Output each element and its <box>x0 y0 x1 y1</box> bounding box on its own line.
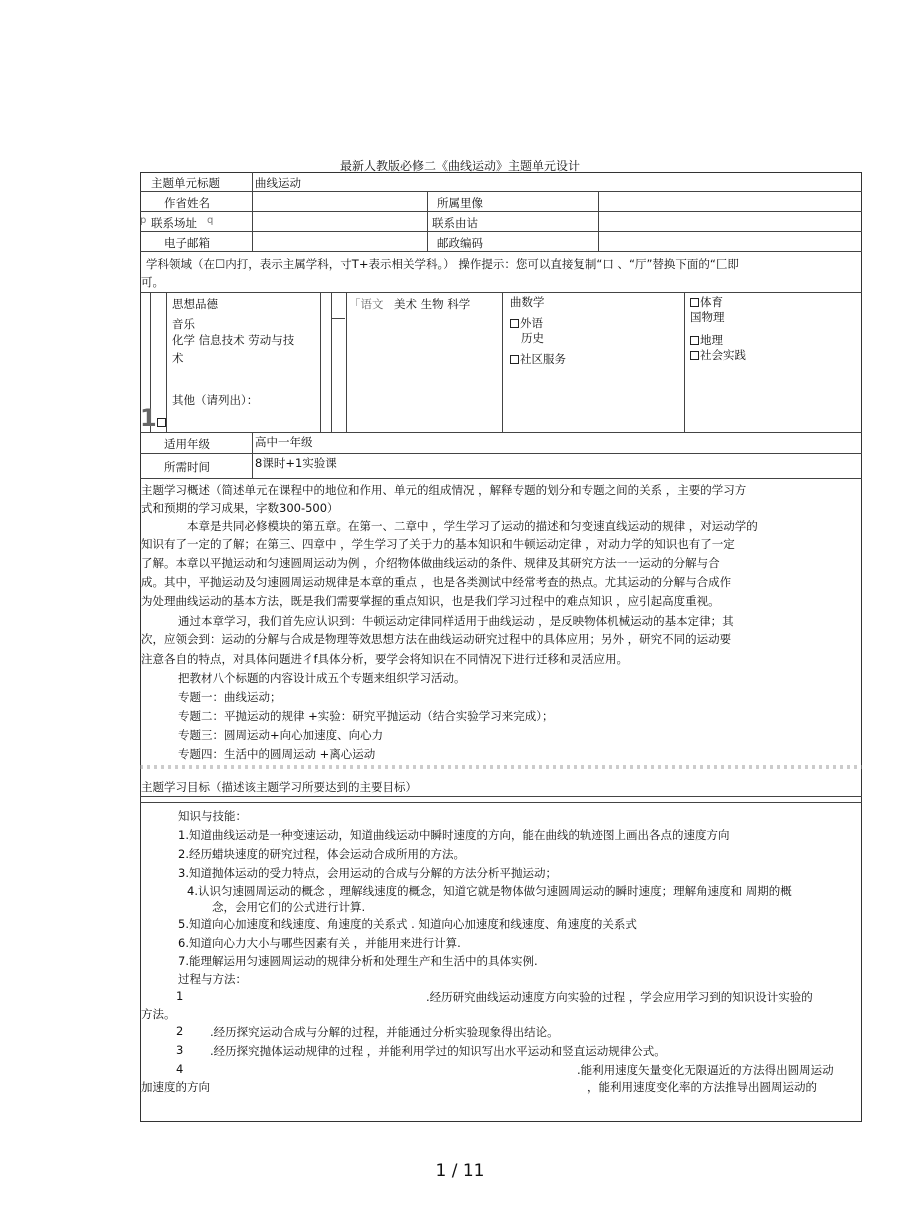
subject-hint: 学科领域（在☐内打，表示主属学科，寸T+表示相关学科。） 操作提示：您可以直接复制“口 、“厅”替换下面的“匚即 <box>146 257 739 271</box>
subject-community <box>510 351 566 367</box>
row-divider <box>140 453 862 454</box>
col-divider <box>502 292 503 432</box>
checkbox-icon <box>690 351 699 360</box>
goals-line: 3.知道抛体运动的受力特点，会用运动的合成与分解的方法分析平抛运动； <box>178 866 557 880</box>
subject-history: 历史 <box>521 331 544 345</box>
stray-one: 1 <box>140 404 157 432</box>
checkbox-icon <box>510 319 519 328</box>
goals-line: 7.能理解运用匀速圆周运动的规律分析和处理生产和生活中的具体实例. <box>178 954 538 968</box>
page-number: 1 / 11 <box>435 1161 485 1181</box>
postcode-label: 邮政编码 <box>437 236 483 250</box>
col-divider <box>320 292 321 432</box>
subject-chem-it: 化学 信息技术 劳动与技 <box>172 333 295 347</box>
time-label: 所需时间 <box>164 460 210 474</box>
right-mark: q <box>207 215 214 226</box>
col-divider <box>252 432 253 478</box>
goals-heading: 主题学习目标（描述该主题学习所要达到的主要目标） <box>141 780 417 794</box>
subject-math: 曲数学 <box>510 295 545 309</box>
overview-heading-cont: 式和预期的学习成果，字数300-500） <box>141 501 339 515</box>
goals-line: 4.认识匀速圆周运动的概念 ，理解线速度的概念，知道它就是物体做匀速圆周运动的瞬时速度；理解角速度和 周期的概 <box>187 884 792 898</box>
subject-geography-label: 地理 <box>700 333 723 347</box>
checkbox-icon <box>690 336 699 345</box>
process-num: 3 <box>176 1043 184 1057</box>
subject-foreign-label: 外语 <box>520 316 543 330</box>
subject-pe <box>690 294 723 310</box>
email-label: 电子邮箱 <box>164 236 210 250</box>
col-divider <box>427 191 428 252</box>
goals-line: 念，会用它们的公式进行计算. <box>212 900 366 914</box>
row-divider <box>140 251 862 252</box>
col-divider <box>598 191 599 252</box>
subject-social <box>690 347 746 363</box>
process-text: .经历研究曲线运动速度方向实验的过程 ，学会应用学习到的知识设计实验的 <box>426 990 813 1004</box>
process-text: 加速度的方向 <box>141 1080 210 1094</box>
col-divider <box>684 292 685 432</box>
goals-line: 1.知道曲线运动是一种变速运动，知道曲线运动中瞬时速度的方向，能在曲线的轨迹图上画出各点的速度方向 <box>178 828 730 842</box>
overview-line: 为处理曲线运动的基本方法，既是我们需要掌握的重点知识，也是我们学习过程中的难点知识 ，应引起高度重视。 <box>141 594 720 608</box>
subject-geography <box>690 332 723 348</box>
checkbox-icon <box>510 355 519 364</box>
process-text: .经历探究运动合成与分解的过程，并能通过分析实验现象得出结论。 <box>210 1025 559 1039</box>
subject-music: 音乐 <box>172 317 195 331</box>
phone-label: 联系由诂 <box>432 216 478 230</box>
stray-checkbox <box>140 404 167 432</box>
document-title: 最新人教版必修二《曲线运动》主题单元设计 <box>339 159 580 173</box>
row-divider <box>140 796 862 797</box>
col-divider <box>252 172 253 252</box>
process-num: 1 <box>176 989 184 1003</box>
subject-foreign <box>510 315 543 331</box>
topic-item: 专题一：曲线运动； <box>178 690 282 704</box>
row-divider <box>140 432 862 433</box>
subject-other: 其他（请列出）： <box>172 393 259 407</box>
overview-line: 注意各自的特点，对具体问题进彳f具体分析，要学会将知识在不同情况下进行迁移和灵活应用。 <box>141 652 629 666</box>
row-divider <box>140 478 862 479</box>
subject-social-label: 社会实践 <box>700 348 746 362</box>
unit-title-label: 主题单元标题 <box>151 176 220 190</box>
goals-line: 5.知道向心加速度和线速度、角速度的关系式 . 知道向心加速度和线速度、角速度的关系式 <box>178 917 637 931</box>
subject-moral: 思想品德 <box>172 297 218 311</box>
process-text: .能利用速度矢量变化无限逼近的方法得出圆周运动 <box>577 1063 834 1077</box>
topic-item: 专题三：圆周运动+向心加速度、向心力 <box>178 728 384 742</box>
overview-line: 知识有了一定的了解；在第三、四章中 ，学生学习了关于力的基本知识和牛顿运动定律 ，对动力学的知识也有了一定 <box>141 537 735 551</box>
row-divider <box>140 191 862 192</box>
author-label: 作省姓名 <box>164 196 210 210</box>
process-text: 方法。 <box>141 1007 176 1021</box>
subject-hint-cont: 可。 <box>141 275 164 289</box>
checkbox-icon <box>157 418 166 427</box>
row-divider <box>140 211 862 212</box>
overview-line: 成。其中，平抛运动及匀速圆周运动规律是本章的重点 ，也是各类测试中经常考查的热点。尤其运动的分解与合成作 <box>141 575 732 589</box>
process-text: ，能利用速度变化率的方法推导出圆周运动的 <box>587 1080 817 1094</box>
unit-title-value: 曲线运动 <box>255 176 301 190</box>
goals-line: 过程与方法： <box>178 972 247 986</box>
subject-pe-label: 体育 <box>700 295 723 309</box>
col-divider <box>346 292 347 432</box>
topic-item: 专题二：平抛运动的规律 +实验：研究平抛运动（结合实验学习来完成）； <box>178 709 554 723</box>
goals-line: 知识与技能： <box>178 809 247 823</box>
time-value: 8课时+1实验课 <box>255 456 337 470</box>
subject-art-bio-sci: 美术 生物 科学 <box>394 297 471 311</box>
row-divider <box>140 802 862 803</box>
process-num: 2 <box>176 1024 184 1038</box>
small-dash <box>331 318 345 319</box>
subject-chem-it-cont: 术 <box>172 351 184 365</box>
left-mark: p <box>140 215 147 226</box>
row-divider <box>140 231 862 232</box>
subject-community-label: 社区服务 <box>520 352 566 366</box>
row-divider <box>140 292 862 293</box>
goals-line: 2.经历蜡块速度的研究过程，体会运动合成所用的方法。 <box>178 847 465 861</box>
grade-value: 高中一年级 <box>255 435 313 449</box>
checkbox-icon <box>690 298 699 307</box>
col-divider <box>331 292 332 432</box>
subject-physics: 国物理 <box>690 310 725 324</box>
cut-off-text-remnant <box>140 765 862 769</box>
overview-line: 本章是共同必修模块的第五章。在第一、二章中 ，学生学习了运动的描述和匀变速直线运动的规律 ，对运动学的 <box>187 519 758 533</box>
overview-line: 通过本章学习，我们首先应认识到：牛顿运动定律同样适用于曲线运动 ，是反映物体机械运动的基本定律；其 <box>178 614 734 628</box>
overview-line: 次，应领会到：运动的分解与合成是物理等效思想方法在曲线运动研究过程中的具体应用；另外 ，研究不同的运动要 <box>141 632 732 646</box>
school-label: 所属里像 <box>437 196 483 210</box>
address-label: 联系场址 <box>151 216 197 230</box>
overview-line: 把教材八个标题的内容设计成五个专题来组织学习活动。 <box>178 671 466 685</box>
goals-line: 6.知道向心力大小与哪些因素有关 ，并能用来进行计算. <box>178 936 461 950</box>
overview-line: 了解。本章以平抛运动和匀速圆周运动为例 ，介绍物体做曲线运动的条件、规律及其研究方法一一运动的分解与合 <box>141 556 720 570</box>
process-text: .经历探究抛体运动规律的过程 ，并能利用学过的知识写出水平运动和竖直运动规律公式。 <box>210 1044 666 1058</box>
overview-heading: 主题学习概述（简述单元在课程中的地位和作用、单元的组成情况 ，解释专题的划分和专题之间的关系 ，主要的学习方 <box>141 483 747 497</box>
process-num: 4 <box>176 1062 184 1076</box>
subject-chinese: 「语文 <box>349 297 384 311</box>
unit-design-table <box>140 172 862 1122</box>
topic-item: 专题四：生活中的圆周运动 +离心运动 <box>178 747 376 761</box>
grade-label: 适用年级 <box>164 437 210 451</box>
